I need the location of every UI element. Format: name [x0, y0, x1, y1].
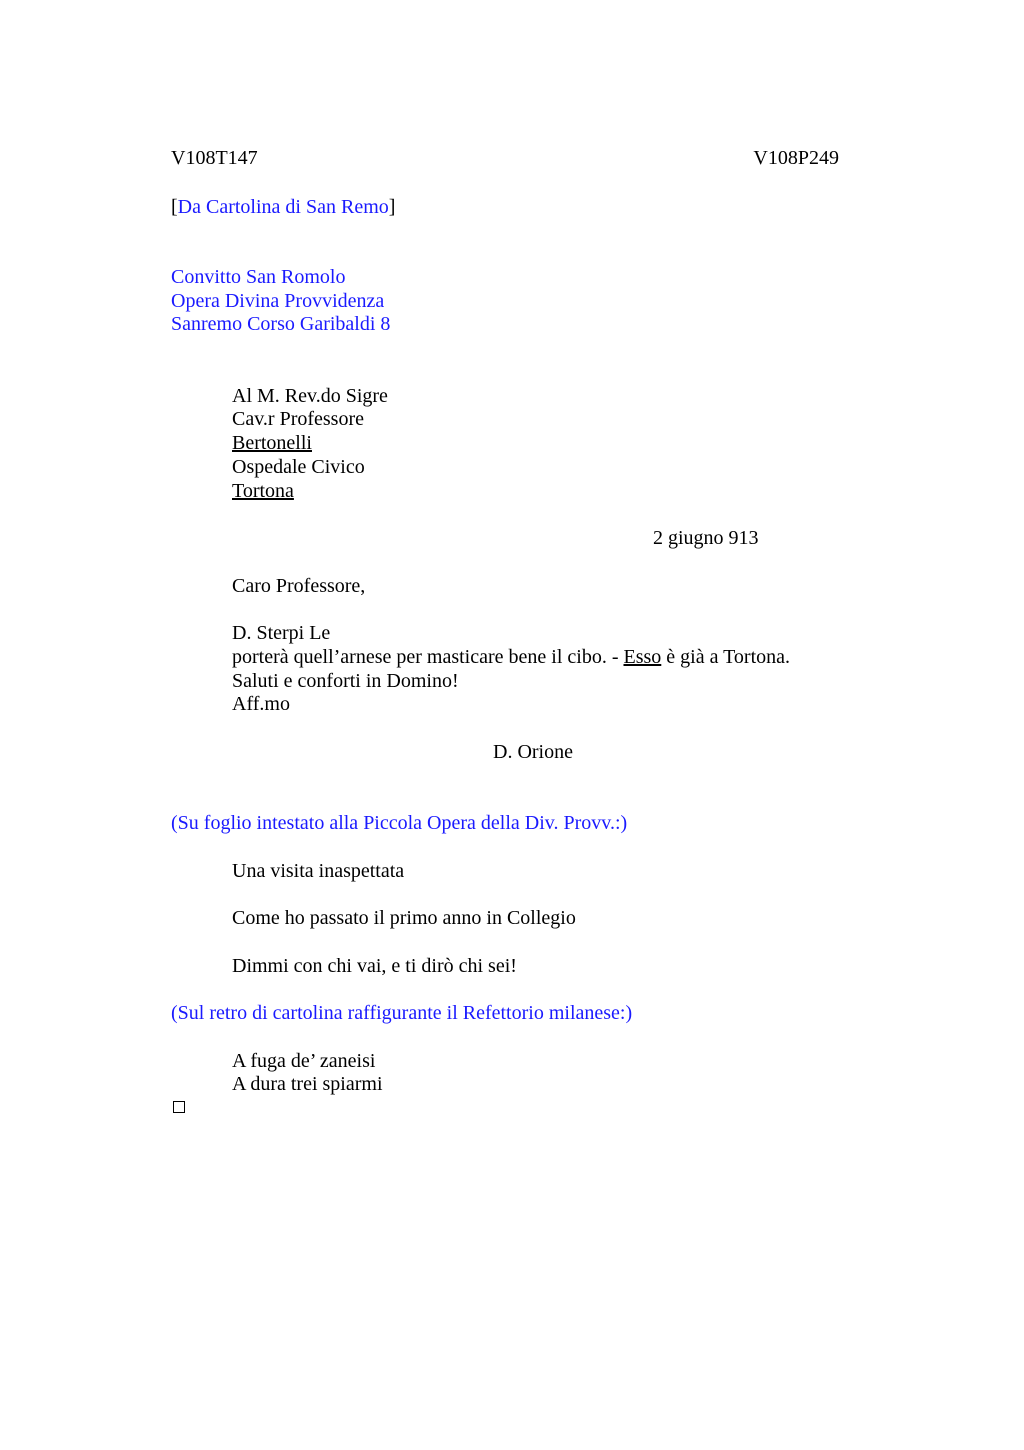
letter-signature: D. Orione: [493, 741, 573, 763]
sender-line-1: Convitto San Romolo: [171, 266, 346, 288]
address-line-5: Tortona: [232, 480, 294, 502]
sender-line-3: Sanremo Corso Garibaldi 8: [171, 313, 391, 335]
note-3-heading: (Sul retro di cartolina raffigurante il Refettorio milanese:): [171, 1002, 633, 1024]
source-note-open-bracket: [: [171, 196, 178, 218]
note-3-line-2: A dura trei spiarmi: [232, 1073, 383, 1095]
letter-body-line-2-underlined: Esso: [623, 646, 662, 668]
letter-date: 2 giugno 913: [653, 527, 759, 549]
letter-body-line-1: D. Sterpi Le: [232, 622, 331, 644]
letter-body-line-2-end: è già a Tortona.: [661, 646, 791, 668]
note-3-line-1: A fuga de’ zaneisi: [232, 1050, 376, 1072]
letter-body-line-2-start: porterà quell’arnese per masticare bene il cibo. -: [232, 646, 624, 668]
letter-body-line-4: Aff.mo: [232, 693, 290, 715]
address-line-1: Al M. Rev.do Sigre: [232, 385, 388, 407]
note-2-heading: (Su foglio intestato alla Piccola Opera della Div. Provv.:): [171, 812, 628, 834]
note-2-item-2: Come ho passato il primo anno in Collegio: [232, 907, 576, 929]
letter-salutation: Caro Professore,: [232, 575, 366, 597]
address-line-3: Bertonelli: [232, 432, 312, 454]
source-note: [171, 195, 395, 219]
document-code-right: V108P249: [753, 147, 839, 169]
checkbox-icon: [173, 1101, 185, 1113]
address-line-2: Cav.r Professore: [232, 408, 365, 430]
sender-line-2: Opera Divina Provvidenza: [171, 290, 385, 312]
letter-body-line-3: Saluti e conforti in Domino!: [232, 670, 459, 692]
document-code-left: V108T147: [171, 147, 258, 169]
note-2-item-1: Una visita inaspettata: [232, 860, 405, 882]
source-note-close-bracket: ]: [388, 196, 396, 218]
source-note-text: Da Cartolina di San Remo: [177, 196, 389, 218]
address-line-4: Ospedale Civico: [232, 456, 365, 478]
letter-body-line-2: [232, 645, 790, 669]
note-2-item-3: Dimmi con chi vai, e ti dirò chi sei!: [232, 955, 517, 977]
